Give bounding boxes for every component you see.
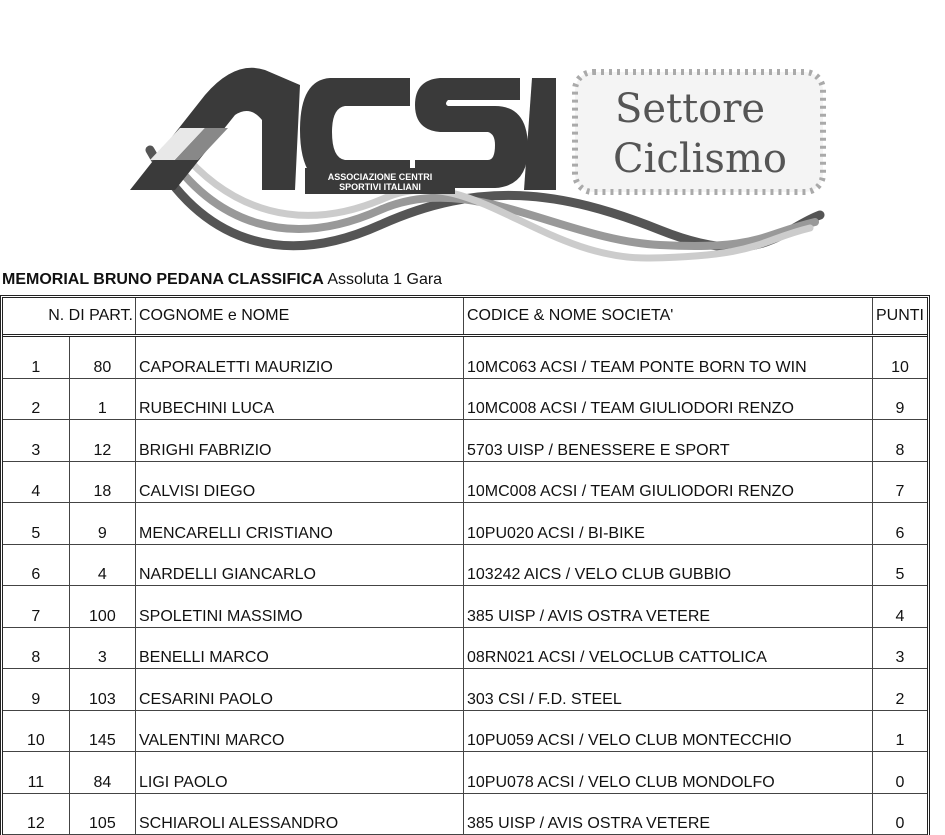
- cell-club: 5703 UISP / BENESSERE E SPORT: [464, 420, 873, 462]
- cell-name: CALVISI DIEGO: [136, 461, 464, 503]
- cell-participant-number: 12: [69, 420, 135, 462]
- cell-position: 11: [3, 752, 69, 794]
- cell-position: 9: [3, 669, 69, 711]
- table-row: [3, 378, 927, 420]
- cell-club: 385 UISP / AVIS OSTRA VETERE: [464, 793, 873, 835]
- cell-position: 7: [3, 586, 69, 628]
- cell-participant-number: 80: [69, 336, 135, 379]
- cell-position: 3: [3, 420, 69, 462]
- cell-points: 3: [873, 627, 928, 669]
- cell-club: 385 UISP / AVIS OSTRA VETERE: [464, 586, 873, 628]
- cell-name: BENELLI MARCO: [136, 627, 464, 669]
- cell-participant-number: 18: [69, 461, 135, 503]
- table-row: [3, 793, 927, 835]
- logo-letter-i: [524, 78, 556, 190]
- cell-points: 4: [873, 586, 928, 628]
- cell-name: SPOLETINI MASSIMO: [136, 586, 464, 628]
- table-row: [3, 336, 927, 379]
- cell-participant-number: 145: [69, 710, 135, 752]
- cell-points: 7: [873, 461, 928, 503]
- cell-club: 10MC063 ACSI / TEAM PONTE BORN TO WIN: [464, 336, 873, 379]
- title-bold: MEMORIAL BRUNO PEDANA CLASSIFICA: [2, 271, 324, 288]
- results-table: [0, 295, 930, 835]
- cell-club: 10PU059 ACSI / VELO CLUB MONTECCHIO: [464, 710, 873, 752]
- cell-position: 1: [3, 336, 69, 379]
- header-name: COGNOME e NOME: [136, 298, 464, 336]
- cell-club: 08RN021 ACSI / VELOCLUB CATTOLICA: [464, 627, 873, 669]
- cell-name: CAPORALETTI MAURIZIO: [136, 336, 464, 379]
- table-row: [3, 586, 927, 628]
- table-row: [3, 627, 927, 669]
- table-row: [3, 710, 927, 752]
- cell-points: 6: [873, 503, 928, 545]
- cell-name: CESARINI PAOLO: [136, 669, 464, 711]
- cell-participant-number: 1: [69, 378, 135, 420]
- cell-club: 10MC008 ACSI / TEAM GIULIODORI RENZO: [464, 461, 873, 503]
- page-title: [2, 271, 442, 289]
- cell-position: 4: [3, 461, 69, 503]
- cell-position: 10: [3, 710, 69, 752]
- cell-name: SCHIAROLI ALESSANDRO: [136, 793, 464, 835]
- cell-participant-number: 103: [69, 669, 135, 711]
- title-rest: Assoluta 1 Gara: [323, 271, 443, 288]
- cell-participant-number: 4: [69, 544, 135, 586]
- cell-participant-number: 9: [69, 503, 135, 545]
- cell-participant-number: 100: [69, 586, 135, 628]
- header-points: PUNTI: [873, 298, 928, 336]
- table-row: [3, 420, 927, 462]
- table-row: [3, 669, 927, 711]
- table-row: [3, 461, 927, 503]
- cell-name: VALENTINI MARCO: [136, 710, 464, 752]
- cell-name: LIGI PAOLO: [136, 752, 464, 794]
- cell-participant-number: 84: [69, 752, 135, 794]
- cell-points: 9: [873, 378, 928, 420]
- cell-club: 303 CSI / F.D. STEEL: [464, 669, 873, 711]
- table-row: [3, 544, 927, 586]
- cell-position: 2: [3, 378, 69, 420]
- cell-participant-number: 3: [69, 627, 135, 669]
- cell-points: 10: [873, 336, 928, 379]
- cell-name: RUBECHINI LUCA: [136, 378, 464, 420]
- cell-points: 5: [873, 544, 928, 586]
- cell-name: MENCARELLI CRISTIANO: [136, 503, 464, 545]
- cell-participant-number: 105: [69, 793, 135, 835]
- cell-position: 12: [3, 793, 69, 835]
- cell-points: 2: [873, 669, 928, 711]
- cell-name: BRIGHI FABRIZIO: [136, 420, 464, 462]
- table-row: [3, 752, 927, 794]
- cell-points: 0: [873, 793, 928, 835]
- logo-tagline-1: ASSOCIAZIONE CENTRI: [327, 172, 433, 182]
- cell-club: 103242 AICS / VELO CLUB GUBBIO: [464, 544, 873, 586]
- logo-tagline-2: SPORTIVI ITALIANI: [339, 182, 421, 192]
- seal-line-2: Ciclismo: [613, 136, 787, 182]
- table-row: [3, 503, 927, 545]
- table-header-row: [3, 298, 927, 336]
- header-club: CODICE & NOME SOCIETA': [464, 298, 873, 336]
- cell-points: 8: [873, 420, 928, 462]
- cell-points: 1: [873, 710, 928, 752]
- header-participant: N. DI PART.: [3, 298, 136, 336]
- cell-name: NARDELLI GIANCARLO: [136, 544, 464, 586]
- cell-position: 8: [3, 627, 69, 669]
- cell-points: 0: [873, 752, 928, 794]
- acsi-logo: [0, 0, 945, 270]
- cell-position: 6: [3, 544, 69, 586]
- seal-line-1: Settore: [614, 86, 766, 132]
- cell-club: 10MC008 ACSI / TEAM GIULIODORI RENZO: [464, 378, 873, 420]
- cell-position: 5: [3, 503, 69, 545]
- cell-club: 10PU078 ACSI / VELO CLUB MONDOLFO: [464, 752, 873, 794]
- cell-club: 10PU020 ACSI / BI-BIKE: [464, 503, 873, 545]
